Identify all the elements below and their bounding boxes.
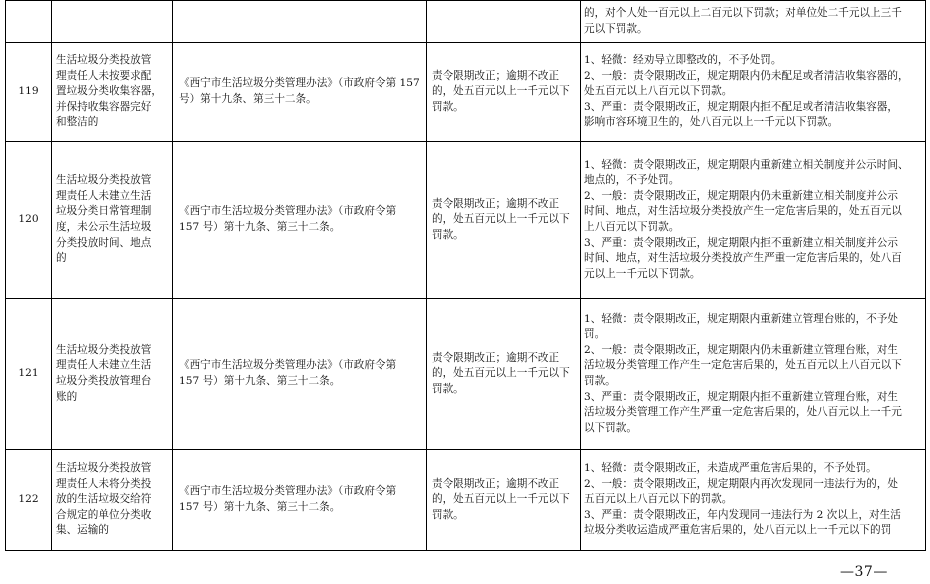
row-number: 122 — [6, 450, 52, 551]
text-line: 《西宁市生活垃圾分类管理办法》（市政府令第 — [179, 205, 397, 218]
text-line: 的，处五百元以上一千元以下 — [432, 85, 570, 98]
text-line: 并保持收集容器完好 — [56, 100, 152, 113]
text-line: 罚款。 — [432, 508, 464, 521]
text-line: 五百元以上八百元以下的罚款。 — [584, 493, 733, 506]
row-number: 121 — [6, 299, 52, 450]
row-number: 119 — [6, 43, 52, 142]
text-line: 生活垃圾分类投放管 — [56, 343, 152, 356]
text-line: 罚款。 — [432, 100, 464, 113]
text-line: 上八百元以下罚款。 — [584, 221, 680, 233]
text-line: 号）第十九条、第三十二条。 — [179, 93, 317, 105]
text-line: 理责任人未将分类投 — [56, 477, 152, 490]
penalty-action-cell — [427, 299, 581, 450]
text-line: 生活垃圾分类投放管 — [56, 54, 152, 67]
table-row — [6, 43, 926, 142]
text-line: 垃圾分类收运造成严重危害后果的，处八百元以上一千元以下的罚 — [584, 524, 892, 537]
discretion-standard-cell — [581, 1, 926, 43]
text-line: 时间、地点，对生活垃圾分类投放产生一定危害后果的，处五百元以 — [584, 205, 902, 218]
text-line: 责令限期改正；逾期不改正 — [432, 477, 560, 490]
penalty-action-cell — [427, 450, 581, 551]
text-line: 以下罚款。 — [584, 421, 637, 434]
text-line: 放的生活垃圾交给符 — [56, 493, 152, 506]
text-line: 2、一般：责令限期改正，规定期限内仍未配足或者清洁收集容器的， — [584, 69, 909, 82]
text-line: 合规定的单位分类收 — [56, 508, 152, 521]
text-line: 157 号）第十九条、第三十二条。 — [179, 221, 341, 233]
text-line: 的，处五百元以上一千元以下 — [432, 213, 570, 226]
legal-basis-cell — [173, 450, 427, 551]
text-line: 处五百元以上八百元以下罚款。 — [584, 85, 733, 98]
row-number — [6, 1, 52, 43]
text-line: 和整洁的 — [56, 116, 99, 129]
text-line: 理责任人未按要求配 — [56, 69, 152, 82]
text-line: 3、严重：责令限期改正，规定期限内拒不重新建立相关制度并公示 — [584, 236, 898, 249]
text-line: 罚款。 — [432, 228, 464, 241]
text-line: 的，处五百元以上一千元以下 — [432, 493, 570, 506]
text-line: 2、一般：责令限期改正，规定期限内再次发现同一违法行为的，处 — [584, 477, 898, 490]
text-line: 1、轻微：责令限期改正，未造成严重危害后果的，不予处罚。 — [584, 462, 877, 475]
discretion-standard-cell — [581, 450, 926, 551]
text-line: 的 — [56, 252, 67, 265]
page-number: —37— — [840, 564, 888, 580]
text-line: 的，对个人处一百元以上二百元以下罚款；对单位处二千元以上三千 — [584, 6, 902, 19]
text-line: 时间、地点，对生活垃圾分类投放产生严重一定危害后果的，处八百 — [584, 252, 902, 265]
text-line: 理责任人未建立生活 — [56, 189, 152, 202]
text-line: 度，未公示生活垃圾 — [56, 221, 152, 233]
text-line: 罚款。 — [432, 382, 464, 395]
text-line: 3、严重：责令限期改正，规定期限内拒不重新建立管理台账，对生 — [584, 390, 898, 403]
text-line: 157 号）第十九条、第三十二条。 — [179, 375, 341, 387]
text-line: 1、轻微：经劝导立即整改的，不予处罚。 — [584, 54, 782, 67]
violation-description-cell — [52, 142, 173, 299]
penalty-standards-table — [5, 0, 925, 551]
text-line: 157 号）第十九条、第三十二条。 — [179, 501, 341, 513]
text-line: 《西宁市生活垃圾分类管理办法》（市政府令第 157 — [179, 77, 420, 90]
text-line: 元以上一千元以下罚款。 — [584, 267, 701, 280]
text-line: 的，处五百元以上一千元以下 — [432, 367, 570, 380]
text-line: 活垃圾分类管理工作产生严重一定危害后果的，处八百元以上一千元 — [584, 406, 902, 419]
text-line: 责令限期改正；逾期不改正 — [432, 69, 560, 82]
text-line: 影响市容环境卫生的，处八百元以上一千元以下罚款。 — [584, 116, 839, 129]
text-line: 集、运输的 — [56, 524, 109, 537]
text-line: 《西宁市生活垃圾分类管理办法》（市政府令第 — [179, 359, 397, 372]
text-line: 分类投放时间、地点 — [56, 236, 152, 249]
legal-basis-cell — [173, 142, 427, 299]
violation-description-cell — [52, 43, 173, 142]
text-line: 罚款。 — [584, 375, 616, 387]
text-line: 生活垃圾分类投放管 — [56, 462, 152, 475]
text-line: 理责任人未建立生活 — [56, 359, 152, 372]
table-row — [6, 1, 926, 43]
penalty-action-cell — [427, 142, 581, 299]
text-line: 2、一般：责令限期改正，规定期限内仍未重新建立管理台账，对生 — [584, 343, 898, 356]
text-line: 垃圾分类日常管理制 — [56, 205, 152, 218]
text-line: 罚。 — [584, 328, 606, 341]
violation-description-cell — [52, 1, 173, 43]
penalty-action-cell — [427, 43, 581, 142]
violation-description-cell — [52, 450, 173, 551]
table-row — [6, 450, 926, 551]
table-row — [6, 299, 926, 450]
text-line: 《西宁市生活垃圾分类管理办法》（市政府令第 — [179, 485, 397, 498]
row-number: 120 — [6, 142, 52, 299]
text-line: 责令限期改正；逾期不改正 — [432, 351, 560, 364]
text-line: 活垃圾分类管理工作产生一定危害后果的，处五百元以上八百元以下 — [584, 359, 902, 372]
discretion-standard-cell — [581, 299, 926, 450]
text-line: 1、轻微：责令限期改正，规定期限内重新建立管理台账的，不予处 — [584, 312, 898, 325]
text-line: 账的 — [56, 390, 78, 403]
text-line: 垃圾分类投放管理台 — [56, 375, 152, 387]
text-line: 3、严重：责令限期改正，年内发现同一违法行为 2 次以上，对生活 — [584, 508, 901, 521]
legal-basis-cell — [173, 299, 427, 450]
legal-basis-cell — [173, 43, 427, 142]
text-line: 责令限期改正；逾期不改正 — [432, 197, 560, 210]
penalty-action-cell — [427, 1, 581, 43]
text-line: 2、一般：责令限期改正，规定期限内仍未重新建立相关制度并公示 — [584, 189, 898, 202]
text-line: 元以下罚款。 — [584, 22, 648, 35]
legal-basis-cell — [173, 1, 427, 43]
text-line: 生活垃圾分类投放管 — [56, 174, 152, 187]
discretion-standard-cell — [581, 43, 926, 142]
text-line: 3、严重：责令限期改正，规定期限内拒不配足或者清洁收集容器， — [584, 100, 898, 113]
text-line: 1、轻微：责令限期改正，规定期限内重新建立相关制度并公示时间、 — [584, 158, 909, 171]
text-line: 置垃圾分类收集容器， — [56, 85, 162, 98]
discretion-standard-cell — [581, 142, 926, 299]
table-row — [6, 142, 926, 299]
violation-description-cell — [52, 299, 173, 450]
text-line: 地点的，不予处罚。 — [584, 174, 680, 187]
